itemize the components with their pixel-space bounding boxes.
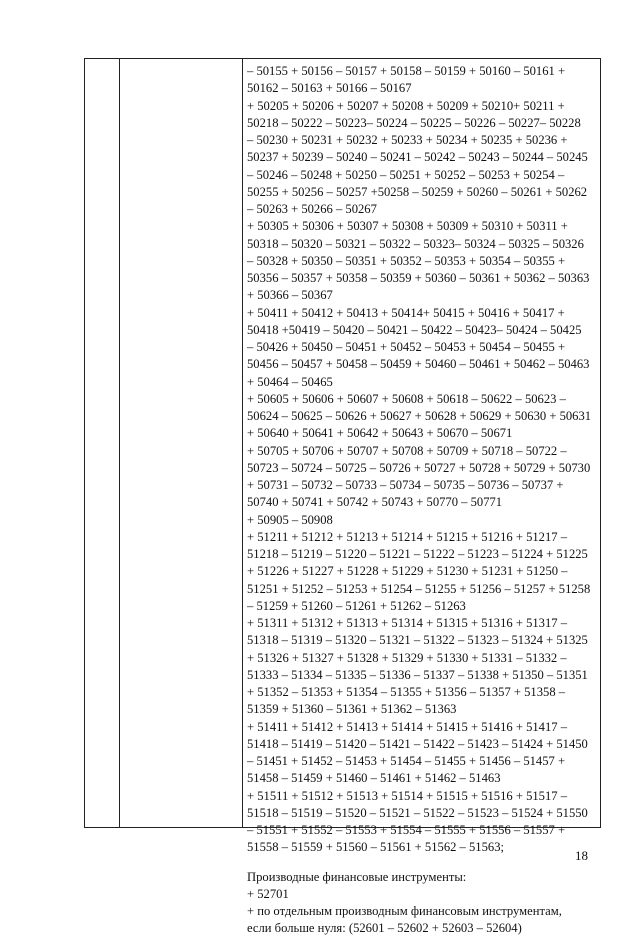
formula-line: 51458 – 51459 + 51460 – 51461 + 51462 – 51463 bbox=[247, 771, 501, 786]
formula-line: 51359 + 51360 – 51361 + 51362 – 51363 bbox=[247, 702, 457, 717]
formula-line: – 51551 + 51552 – 51553 + 51554 – 51555 + 51556 – 51557 + bbox=[247, 823, 566, 837]
formula-line: 50356 – 50357 + 50358 – 50359 + 50360 – 50361 + 50362 – 50363 bbox=[247, 271, 590, 285]
formula-line: + 50731 – 50732 – 50733 – 50734 – 50735 – 50736 – 50737 + bbox=[247, 478, 564, 492]
formula-line: + 51311 + 51312 + 51313 + 51314 + 51315 + 51316 + 51317 – bbox=[247, 616, 568, 630]
formula-line: – 51259 + 51260 – 51261 + 51262 – 51263 bbox=[247, 598, 466, 613]
formula-line: + 50366 – 50367 bbox=[247, 288, 333, 303]
formula-line: 51251 + 51252 – 51253 + 51254 – 51255 + 51256 – 51257 + 51258 bbox=[247, 581, 591, 596]
account-formula-cell bbox=[247, 63, 598, 938]
formula-line: + 50464 – 50465 bbox=[247, 374, 333, 389]
formula-line: 51418 – 51419 – 51420 – 51421 – 51422 – 51423 – 51424 + 51450 bbox=[247, 736, 588, 751]
formula-line: + 51326 + 51327 + 51328 + 51329 + 51330 + 51331 – 51332 – bbox=[247, 650, 567, 665]
derivatives-heading: Производные финансовые инструменты: bbox=[247, 869, 467, 884]
formula-line: 50255 + 50256 – 50257 +50258 – 50259 + 50260 – 50261 + 50262 bbox=[247, 184, 588, 199]
derivatives-line-2: + по отдельным производным финансовым инструментам, bbox=[247, 904, 562, 918]
formula-line: + 50411 + 50412 + 50413 + 50414+ 50415 + 50416 + 50417 + bbox=[247, 305, 565, 320]
table-column-divider bbox=[242, 59, 243, 827]
formula-line: 50218 – 50222 – 50223– 50224 – 50225 – 50226 – 50227– 50228 bbox=[247, 115, 581, 130]
formula-line: + 51511 + 51512 + 51513 + 51514 + 51515 + 51516 + 51517 – bbox=[247, 788, 568, 803]
formula-line: 51218 – 51219 – 51220 – 51221 – 51222 – 51223 – 51224 + 51225 bbox=[247, 547, 588, 561]
formula-line: 50723 – 50724 – 50725 – 50726 + 50727 + 50728 + 50729 + 50730 bbox=[247, 460, 591, 475]
formula-line: 50456 – 50457 + 50458 – 50459 + 50460 – 50461 + 50462 – 50463 bbox=[247, 357, 590, 372]
formula-line: + 51211 + 51212 + 51213 + 51214 + 51215 + 51216 + 51217 – bbox=[247, 529, 568, 544]
formula-line: + 50605 + 50606 + 50607 + 50608 + 50618 – 50622 – 50623 – bbox=[247, 391, 566, 406]
page-number: 18 bbox=[575, 848, 588, 863]
formula-line: – 51451 + 51452 – 51453 + 51454 – 51455 + 51456 – 51457 + bbox=[247, 754, 566, 768]
content-table bbox=[84, 58, 601, 936]
formula-line: – 50230 + 50231 + 50232 + 50233 + 50234 + 50235 + 50236 + bbox=[247, 133, 568, 147]
formula-line: + 50705 + 50706 + 50707 + 50708 + 50709 + 50718 – 50722 – bbox=[247, 443, 567, 458]
formula-line: + 51411 + 51412 + 51413 + 51414 + 51415 + 51416 + 51417 – bbox=[247, 719, 568, 734]
formula-lines bbox=[247, 63, 598, 857]
paragraph-gap bbox=[247, 857, 598, 869]
formula-line: 51333 – 51334 – 51335 – 51336 – 51337 – 51338 + 51350 – 51351 bbox=[247, 667, 588, 682]
derivatives-line-1: + 52701 bbox=[247, 886, 289, 901]
formula-line: + 50205 + 50206 + 50207 + 50208 + 50209 + 50210+ 50211 + bbox=[247, 98, 565, 113]
formula-line: 50162 – 50163 + 50166 – 50167 bbox=[247, 81, 412, 96]
derivatives-line-3: если больше нуля: (52601 – 52602 + 52603 – 52604) bbox=[247, 921, 522, 936]
formula-line: 50740 + 50741 + 50742 + 50743 + 50770 – 50771 bbox=[247, 495, 503, 510]
formula-line: – 50246 – 50248 + 50250 – 50251 + 50252 – 50253 + 50254 – bbox=[247, 167, 565, 182]
formula-line: 50237 + 50239 – 50240 – 50241 – 50242 – 50243 – 50244 – 50245 bbox=[247, 150, 588, 165]
formula-line: – 50263 + 50266 – 50267 bbox=[247, 202, 377, 216]
formula-line: 50418 +50419 – 50420 – 50421 – 50422 – 50423– 50424 – 50425 bbox=[247, 322, 582, 337]
formula-line: 50318 – 50320 – 50321 – 50322 – 50323– 50324 – 50325 – 50326 bbox=[247, 236, 584, 251]
formula-line: + 51352 – 51353 + 51354 – 51355 + 51356 – 51357 + 51358 – bbox=[247, 685, 566, 699]
formula-line: – 50155 + 50156 – 50157 + 50158 – 50159 + 50160 – 50161 + bbox=[247, 64, 566, 78]
formula-line: + 51226 + 51227 + 51228 + 51229 + 51230 + 51231 + 51250 – bbox=[247, 564, 568, 579]
formula-line: 51558 – 51559 + 51560 – 51561 + 51562 – 51563; bbox=[247, 840, 504, 855]
formula-line: + 50305 + 50306 + 50307 + 50308 + 50309 + 50310 + 50311 + bbox=[247, 219, 568, 234]
table-column-divider bbox=[119, 59, 120, 827]
formula-line: 51518 – 51519 – 51520 – 51521 – 51522 – 51523 – 51524 + 51550 bbox=[247, 805, 588, 820]
formula-line: + 50640 + 50641 + 50642 + 50643 + 50670 – 50671 bbox=[247, 426, 513, 441]
formula-line: 51318 – 51319 – 51320 – 51321 – 51322 – 51323 – 51324 + 51325 bbox=[247, 633, 588, 648]
formula-line: + 50905 – 50908 bbox=[247, 512, 333, 527]
formula-line: – 50426 + 50450 – 50451 + 50452 – 50453 + 50454 – 50455 + bbox=[247, 340, 566, 354]
formula-line: 50624 – 50625 – 50626 + 50627 + 50628 + 50629 + 50630 + 50631 bbox=[247, 409, 592, 423]
formula-line: – 50328 + 50350 – 50351 + 50352 – 50353 + 50354 – 50355 + bbox=[247, 253, 566, 268]
